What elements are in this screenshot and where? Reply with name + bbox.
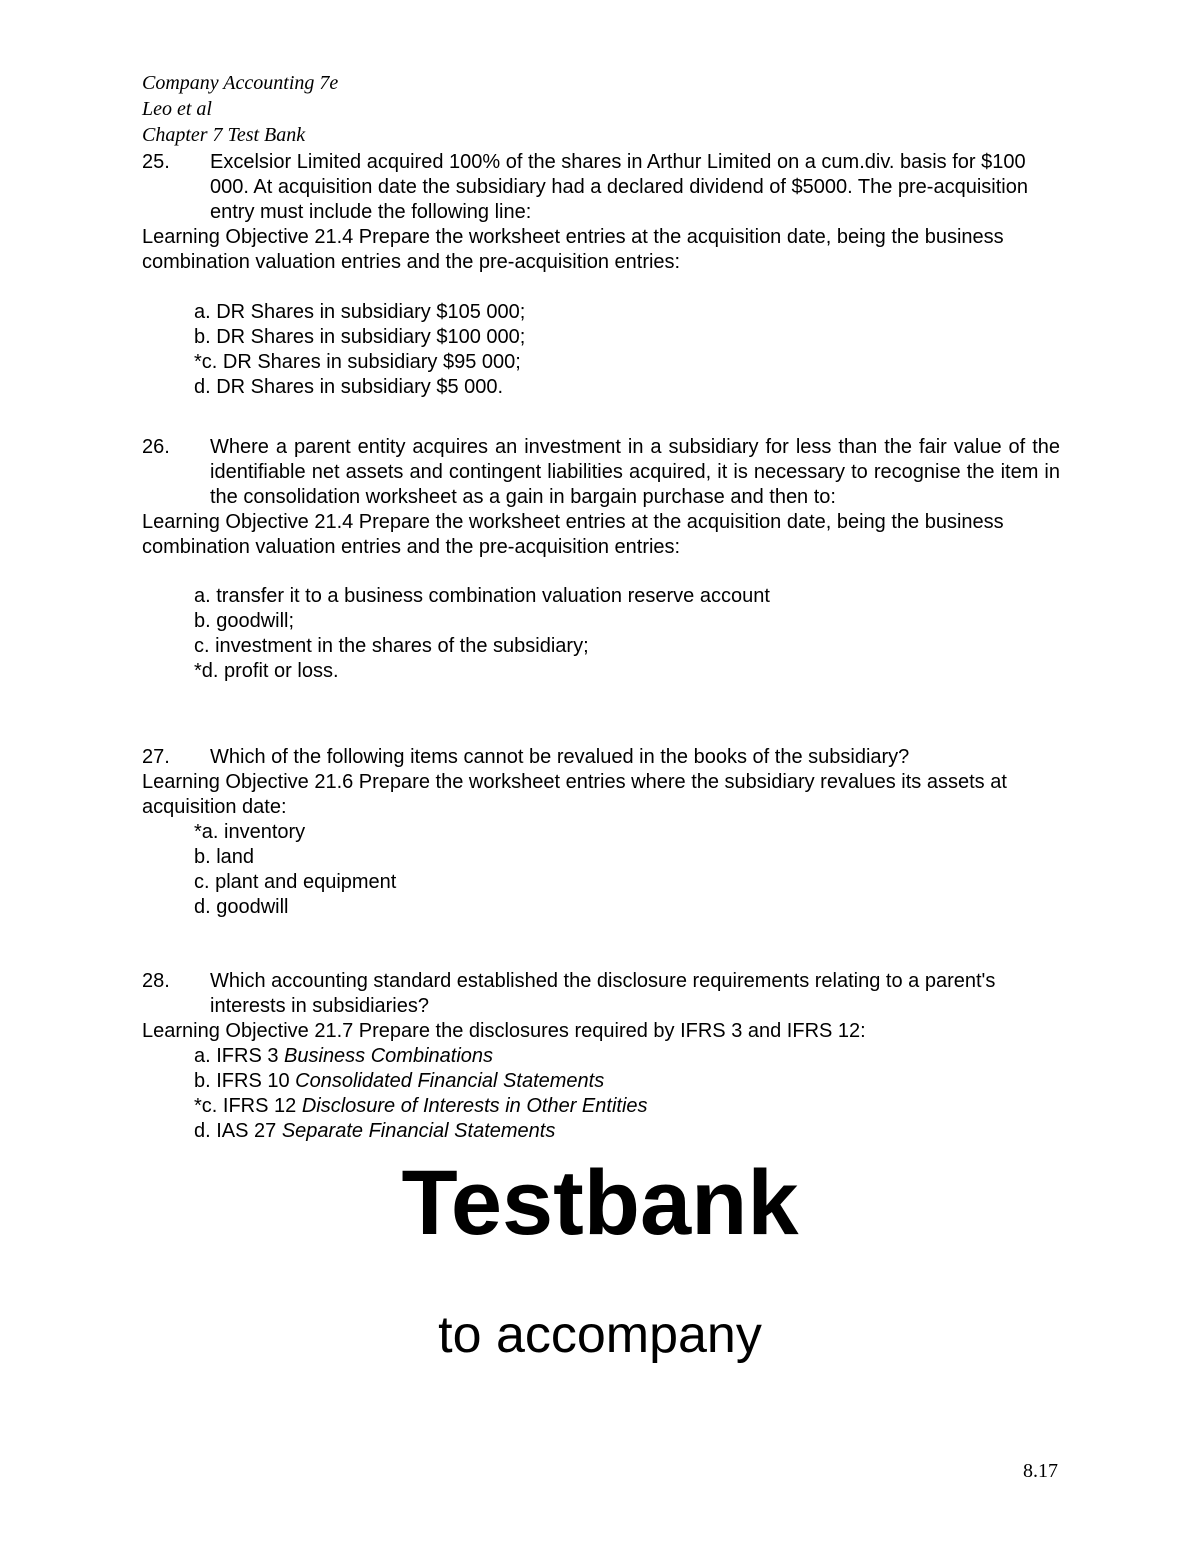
question-number: 28. (142, 970, 170, 992)
chapter-title: Chapter 7 Test Bank (142, 124, 306, 146)
option-c: c. investment in the shares of the subsidiary; (194, 635, 589, 657)
question-text: Which accounting standard established the disclosure requirements relating to a parent's interests in subsidiaries? (210, 970, 996, 1017)
question-text: Which of the following items cannot be revalued in the books of the subsidiary? (210, 746, 910, 768)
option-a: a. IFRS 3 Business Combinations (194, 1045, 494, 1067)
standard-title: Business Combinations (284, 1045, 494, 1067)
option-b: b. land (194, 846, 255, 868)
option-b: b. DR Shares in subsidiary $100 000; (194, 326, 526, 348)
question-text: Where a parent entity acquires an investment in a subsidiary for less than the fair value of the identifiable net assets and contingent liabilities acquired, it is necessary to recognise the item in the consolidation worksheet as a gain in bargain purchase and then to: (210, 436, 1060, 508)
standard-title: Disclosure of Interests in Other Entities (301, 1095, 648, 1117)
testbank-title: Testbank (401, 1152, 799, 1254)
page-number: 8.17 (1023, 1460, 1058, 1482)
standard-title: Consolidated Financial Statements (295, 1070, 605, 1092)
question-number: 26. (142, 436, 170, 458)
option-b: b. IFRS 10 Consolidated Financial Statements (194, 1070, 605, 1092)
option-d: d. IAS 27 Separate Financial Statements (194, 1120, 556, 1142)
option-c: *c. IFRS 12 Disclosure of Interests in Other Entities (194, 1095, 648, 1117)
book-title: Company Accounting 7e (142, 72, 339, 94)
option-c: c. plant and equipment (194, 871, 397, 893)
standard-title: Separate Financial Statements (281, 1120, 556, 1142)
document-header (142, 70, 338, 148)
question-number: 25. (142, 151, 170, 173)
learning-objective: Learning Objective 21.4 Prepare the worksheet entries at the acquisition date, being the business combination valuation entries and the pre-acquisition entries: (142, 226, 1004, 273)
learning-objective: Learning Objective 21.7 Prepare the disclosures required by IFRS 3 and IFRS 12: (142, 1020, 866, 1042)
option-c: *c. DR Shares in subsidiary $95 000; (194, 351, 521, 373)
question-27 (142, 745, 1060, 920)
question-25 (142, 150, 1060, 400)
book-authors: Leo et al (142, 98, 212, 120)
option-a: a. DR Shares in subsidiary $105 000; (194, 301, 526, 323)
answer-options (194, 1044, 1060, 1144)
testbank-subtitle: to accompany (438, 1306, 762, 1364)
option-b: b. goodwill; (194, 610, 295, 632)
answer-options (194, 584, 1060, 684)
question-28 (142, 969, 1060, 1144)
question-text: Excelsior Limited acquired 100% of the shares in Arthur Limited on a cum.div. basis for $100 000. At acquisition date the subsidiary had a declared dividend of $5000. The pre-acquisition entry must include the following line: (210, 151, 1028, 223)
option-a: a. transfer it to a business combination valuation reserve account (194, 585, 770, 607)
question-number: 27. (142, 746, 170, 768)
answer-options (194, 820, 1060, 920)
learning-objective: Learning Objective 21.6 Prepare the worksheet entries where the subsidiary revalues its assets at acquisition date: (142, 771, 1007, 818)
option-d: *d. profit or loss. (194, 660, 339, 682)
question-26 (142, 435, 1060, 684)
option-d: d. DR Shares in subsidiary $5 000. (194, 376, 504, 398)
option-d: d. goodwill (194, 896, 289, 918)
learning-objective: Learning Objective 21.4 Prepare the worksheet entries at the acquisition date, being the business combination valuation entries and the pre-acquisition entries: (142, 511, 1004, 558)
option-a: *a. inventory (194, 821, 306, 843)
answer-options (194, 300, 1060, 400)
